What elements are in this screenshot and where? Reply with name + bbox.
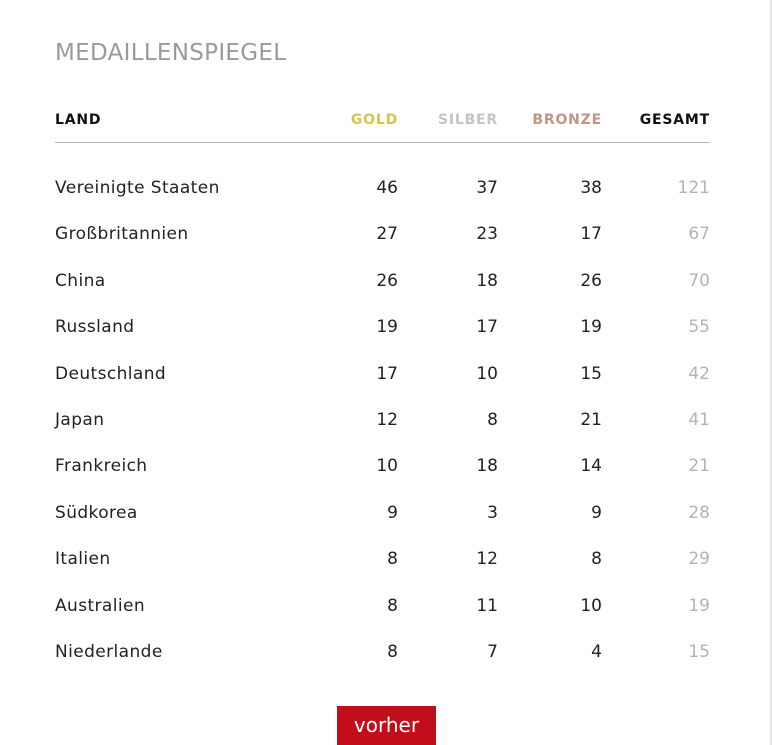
cell-gold: 19 (376, 317, 398, 338)
cell-bronze: 38 (580, 178, 602, 198)
cell-land: Großbritannien (55, 224, 189, 245)
cell-gold: 27 (376, 224, 398, 245)
cell-bronze: 14 (580, 456, 602, 477)
column-header-silber: SILBER (437, 112, 498, 128)
cell-gesamt: 121 (677, 178, 710, 198)
cell-gold: 12 (376, 409, 398, 430)
cell-bronze: 17 (580, 224, 602, 245)
column-header-gold: GOLD (350, 112, 398, 128)
cell-gesamt: 19 (688, 595, 710, 616)
cell-gold: 8 (387, 641, 398, 662)
column-header-bronze: BRONZE (532, 112, 602, 128)
cell-silber: 18 (476, 270, 498, 291)
table-row (55, 165, 710, 211)
cell-bronze: 19 (580, 317, 602, 338)
cell-gesamt: 28 (688, 502, 710, 523)
cell-gold: 26 (376, 270, 398, 291)
cell-land: Deutschland (55, 363, 167, 384)
cell-bronze: 4 (591, 641, 602, 662)
cell-gold: 8 (387, 549, 398, 570)
cell-land: Russland (55, 317, 135, 338)
cell-bronze: 8 (591, 549, 602, 570)
cell-gesamt: 29 (688, 549, 710, 570)
cell-bronze: 10 (580, 595, 602, 616)
table-row (55, 258, 710, 304)
cell-gesamt: 55 (688, 317, 710, 338)
cell-land: Vereinigte Staaten (55, 178, 220, 198)
cell-silber: 10 (476, 363, 498, 384)
cell-silber: 37 (476, 178, 498, 198)
cell-gold: 8 (387, 595, 398, 616)
cell-silber: 11 (476, 595, 498, 616)
cell-gesamt: 42 (688, 363, 710, 384)
cell-land: Frankreich (55, 456, 148, 477)
table-row (55, 629, 710, 675)
table-row (55, 304, 710, 350)
table-row (55, 211, 710, 257)
cell-gesamt: 15 (688, 641, 710, 662)
cell-gesamt: 70 (688, 270, 710, 291)
widget-title: MEDAILLENSPIEGEL (55, 40, 287, 66)
cell-land: Südkorea (55, 502, 138, 523)
table-row (55, 443, 710, 489)
table-row (55, 536, 710, 582)
cell-gold: 10 (376, 456, 398, 477)
cell-gold: 9 (387, 502, 398, 523)
table-header (55, 108, 710, 143)
cell-gesamt: 21 (688, 456, 710, 477)
medal-table-widget (55, 0, 710, 662)
cell-land: China (55, 270, 106, 291)
cell-bronze: 26 (580, 270, 602, 291)
cell-silber: 18 (476, 456, 498, 477)
cell-gesamt: 41 (688, 409, 710, 430)
table-row (55, 397, 710, 443)
cell-bronze: 21 (580, 409, 602, 430)
cell-silber: 3 (487, 502, 498, 523)
cell-silber: 17 (476, 317, 498, 338)
cell-silber: 23 (476, 224, 498, 245)
table-row (55, 490, 710, 536)
cell-gesamt: 67 (688, 224, 710, 245)
cell-gold: 46 (376, 178, 398, 198)
cell-silber: 12 (476, 549, 498, 570)
cell-land: Italien (55, 549, 111, 570)
cell-land: Niederlande (55, 641, 163, 662)
table-row (55, 351, 710, 397)
cell-land: Australien (55, 595, 146, 616)
table-row (55, 583, 710, 629)
cell-bronze: 15 (580, 363, 602, 384)
table-body (55, 165, 710, 675)
cell-bronze: 9 (591, 502, 602, 523)
cell-silber: 8 (487, 409, 498, 430)
cell-silber: 7 (487, 641, 498, 662)
column-header-gesamt: GESAMT (639, 112, 710, 128)
cell-land: Japan (55, 409, 105, 430)
previous-button[interactable]: vorher (337, 706, 436, 745)
column-header-land: LAND (55, 112, 102, 128)
cell-gold: 17 (376, 363, 398, 384)
